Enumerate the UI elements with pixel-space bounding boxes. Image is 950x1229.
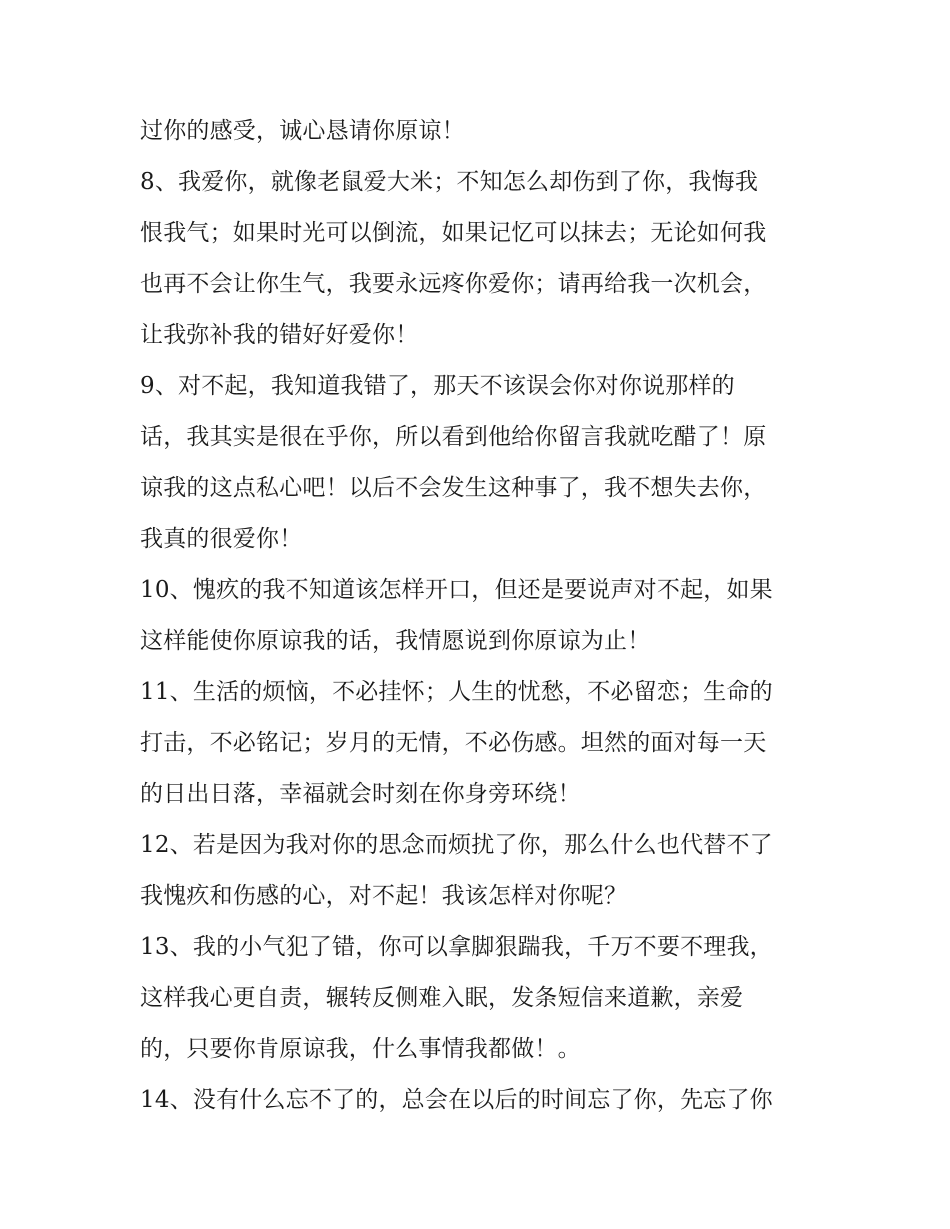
document-body bbox=[140, 106, 820, 1126]
text-line: 8、我爱你，就像老鼠爱大米；不知怎么却伤到了你，我悔我 bbox=[140, 169, 759, 195]
text-line: 谅我的这点私心吧！以后不会发生这种事了，我不想失去你， bbox=[140, 475, 767, 501]
text-line: 我真的很爱你！ bbox=[140, 526, 303, 552]
text-line: 的日出日落，幸福就会时刻在你身旁环绕！ bbox=[140, 781, 581, 807]
text-line: 这样我心更自责，辗转反侧难入眠，发条短信来道歉，亲爱 bbox=[140, 985, 744, 1011]
text-line: 12、若是因为我对你的思念而烦扰了你，那么什么也代替不了 bbox=[140, 832, 773, 858]
text-line: 恨我气；如果时光可以倒流，如果记忆可以抹去；无论如何我 bbox=[140, 220, 767, 246]
text-line: 话，我其实是很在乎你，所以看到他给你留言我就吃醋了！原 bbox=[140, 424, 767, 450]
text-line: 也再不会让你生气，我要永远疼你爱你；请再给我一次机会， bbox=[140, 271, 767, 297]
text-line: 过你的感受，诚心恳请你原谅！ bbox=[140, 118, 465, 144]
text-line: 9、对不起，我知道我错了，那天不该误会你对你说那样的 bbox=[140, 373, 735, 399]
text-line: 让我弥补我的错好好爱你！ bbox=[140, 322, 419, 348]
text-line: 10、愧疚的我不知道该怎样开口，但还是要说声对不起，如果 bbox=[140, 577, 773, 603]
text-line: 11、生活的烦恼，不必挂怀；人生的忧愁，不必留恋；生命的 bbox=[140, 679, 773, 705]
text-line: 14、没有什么忘不了的，总会在以后的时间忘了你，先忘了你 bbox=[140, 1087, 773, 1113]
text-line: 我愧疚和伤感的心，对不起！我该怎样对你呢？ bbox=[140, 883, 628, 909]
text-line: 打击，不必铭记；岁月的无情，不必伤感。坦然的面对每一天 bbox=[140, 730, 767, 756]
text-line: 13、我的小气犯了错，你可以拿脚狠踹我，千万不要不理我， bbox=[140, 934, 773, 960]
text-line: 的，只要你肯原谅我，什么事情我都做！。 bbox=[140, 1036, 581, 1062]
text-line: 这样能使你原谅我的话，我情愿说到你原谅为止！ bbox=[140, 628, 651, 654]
